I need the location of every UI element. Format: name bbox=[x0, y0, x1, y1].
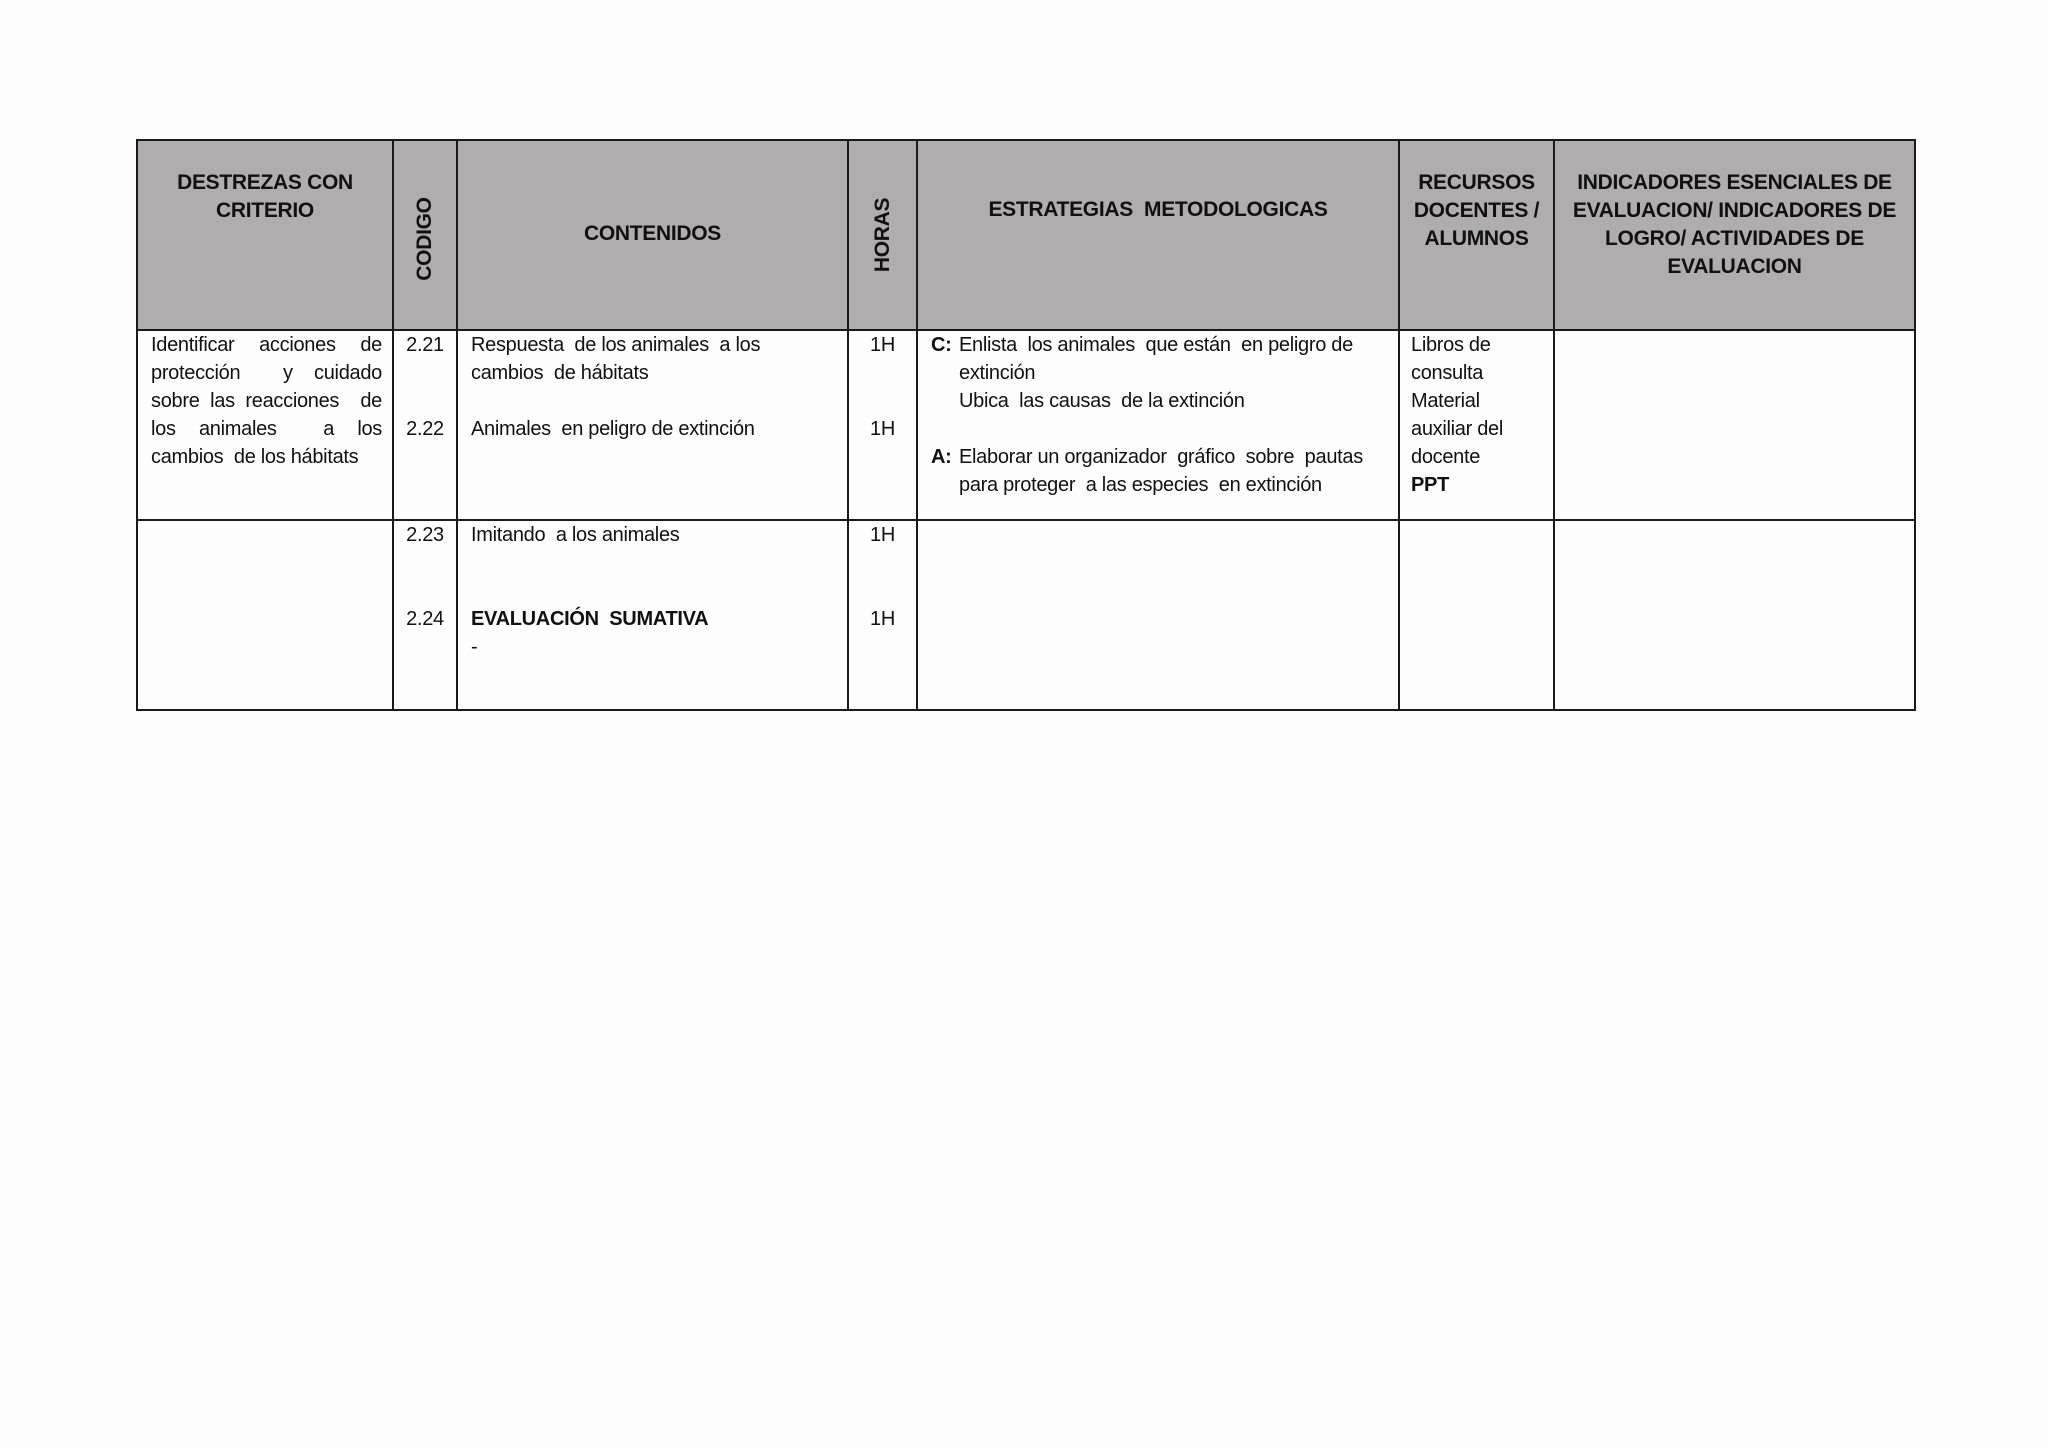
code-value: 2.23 bbox=[406, 524, 444, 546]
recurso-text: Material bbox=[1411, 390, 1480, 412]
horas-value: 1H bbox=[870, 418, 895, 440]
strategy-text: Ubica las causas de la extinción bbox=[959, 390, 1245, 412]
strategy-item bbox=[931, 331, 1388, 415]
horas-value: 1H bbox=[870, 524, 895, 546]
code-value: 2.24 bbox=[406, 608, 444, 630]
header-indicadores-label: INDICADORES ESENCIALES DE EVALUACION/ INDICADORES DE LOGRO/ ACTIVIDADES DE EVALUACION bbox=[1572, 171, 1897, 278]
header-contenidos bbox=[457, 140, 848, 330]
cell-recursos bbox=[1399, 520, 1554, 710]
strategy-tag: C: bbox=[931, 334, 952, 356]
cell-codigo bbox=[393, 330, 457, 520]
header-contenidos-label: CONTENIDOS bbox=[583, 222, 721, 245]
strategy-text: Elaborar un organizador gráfico sobre pautas bbox=[959, 446, 1363, 468]
content-text: cambios de hábitats bbox=[471, 362, 649, 384]
table-row bbox=[137, 330, 1915, 520]
cell-estrategias bbox=[917, 330, 1399, 520]
header-horas-label: HORAS bbox=[870, 197, 894, 273]
header-recursos bbox=[1399, 140, 1554, 330]
cell-horas bbox=[848, 520, 917, 710]
strategy-text: extinción bbox=[959, 362, 1036, 384]
horas-value: 1H bbox=[870, 608, 895, 630]
content-text: Animales en peligro de extinción bbox=[471, 418, 755, 440]
header-destrezas bbox=[137, 140, 393, 330]
cell-destreza bbox=[137, 520, 393, 710]
cell-contenidos bbox=[457, 520, 848, 710]
content-text: - bbox=[471, 636, 478, 658]
header-destrezas-label: DESTREZAS CON CRITERIO bbox=[177, 171, 353, 222]
strategy-item bbox=[931, 443, 1388, 499]
cell-codigo bbox=[393, 520, 457, 710]
planning-table bbox=[136, 139, 1916, 711]
destreza-text: Identificar acciones de protección y cuidado sobre las reacciones de los animales a los cambios de los hábitats bbox=[151, 334, 388, 468]
recurso-text: Libros de bbox=[1411, 334, 1491, 356]
cell-estrategias bbox=[917, 520, 1399, 710]
content-text: EVALUACIÓN SUMATIVA bbox=[471, 608, 709, 630]
recurso-text: auxiliar del bbox=[1411, 418, 1504, 440]
recurso-text: PPT bbox=[1411, 474, 1449, 496]
strategy-text: Enlista los animales que están en peligro de bbox=[959, 334, 1353, 356]
header-estrategias-label: ESTRATEGIAS METODOLOGICAS bbox=[988, 198, 1328, 221]
header-horas bbox=[848, 140, 917, 330]
cell-indicadores bbox=[1554, 520, 1915, 710]
recurso-text: docente bbox=[1411, 446, 1481, 468]
strategy-text: para proteger a las especies en extinción bbox=[959, 474, 1322, 496]
table-header-row bbox=[137, 140, 1915, 330]
content-text: Imitando a los animales bbox=[471, 524, 680, 546]
code-value: 2.21 bbox=[406, 334, 444, 356]
strategy-tag: A: bbox=[931, 446, 952, 468]
header-indicadores bbox=[1554, 140, 1915, 330]
header-estrategias bbox=[917, 140, 1399, 330]
cell-recursos bbox=[1399, 330, 1554, 520]
cell-horas bbox=[848, 330, 917, 520]
cell-destreza bbox=[137, 330, 393, 520]
content-text: Respuesta de los animales a los bbox=[471, 334, 761, 356]
header-codigo-label: CODIGO bbox=[413, 197, 436, 281]
cell-indicadores bbox=[1554, 330, 1915, 520]
header-codigo bbox=[393, 140, 457, 330]
code-value: 2.22 bbox=[406, 418, 444, 440]
horas-value: 1H bbox=[870, 334, 895, 356]
header-recursos-label: RECURSOS DOCENTES / ALUMNOS bbox=[1413, 171, 1540, 250]
recurso-text: consulta bbox=[1411, 362, 1484, 384]
table-row bbox=[137, 520, 1915, 710]
cell-contenidos bbox=[457, 330, 848, 520]
